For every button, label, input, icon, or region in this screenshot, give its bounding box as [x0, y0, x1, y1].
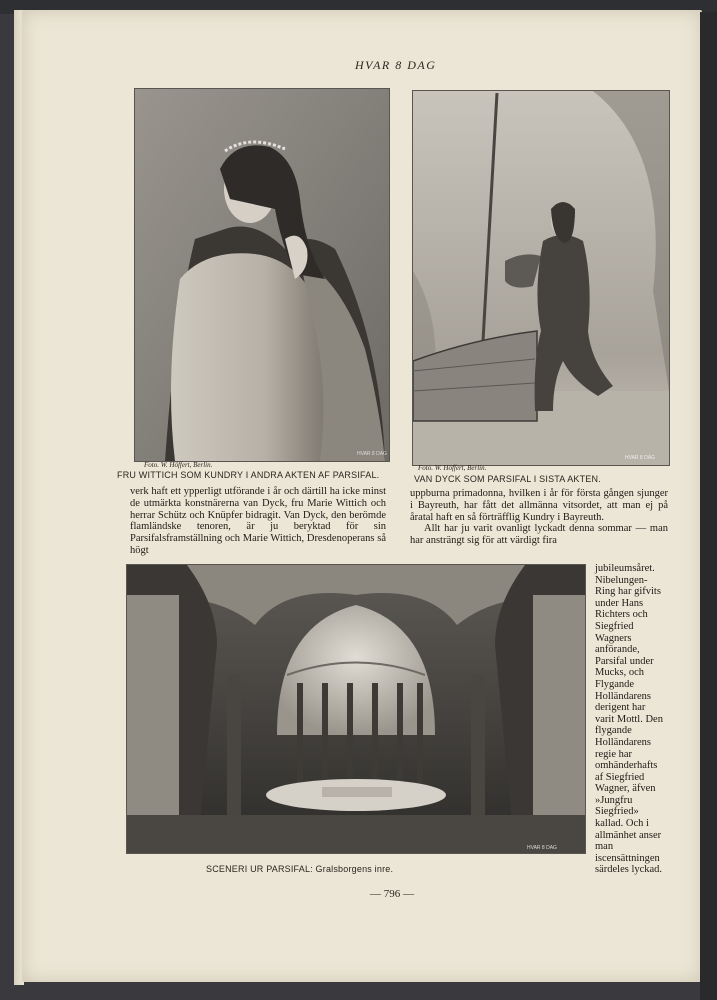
article-paragraph: uppburna primadonna, hvilken i år för första gången sjunger i Bayreuth, har fått det allmänna vitsordet, att man ej på åratal haft en så förträfflig Kundry i Bayreuth.: [410, 488, 668, 523]
parsifal-illustration: [413, 91, 669, 465]
page-number: — 796 —: [370, 888, 414, 900]
article-column-narrow: jubileumsåret. Nibelungen-Ring har gifvits under Hans Richters och Siegfried Wagners anförande, Parsifal under Mucks, och Flygande Holländarens derigent har varit Mottl. Den flygande Holländarens regie har omhänderhafts af Siegfried Wagner, äfven »Jungfru Siegfried» kallad. Och i allmänhet anser man iscensättningen särdeles lyckad.: [595, 563, 663, 876]
photo-kundry: [134, 88, 390, 462]
photo-caption-kundry: FRU WITTICH SOM KUNDRY I ANDRA AKTEN AF PARSIFAL.: [117, 470, 380, 480]
scan-background-right: [700, 12, 717, 1000]
photo-credit: Foto. W. Höffert, Berlin.: [418, 464, 487, 472]
running-header: HVAR 8 DAG: [355, 58, 437, 72]
article-column-right: [410, 488, 668, 547]
grail-castle-illustration: [127, 565, 585, 853]
photo-watermark: HVAR 8 DAG: [357, 451, 387, 457]
photo-credit: Foto. W. Höffert, Berlin.: [144, 461, 213, 469]
article-paragraph: verk haft ett ypperligt utförande i år och därtill ha icke minst de utmärkta konstnärerna van Dyck, fru Marie Wittich och herrar Schütz och Knüpfer bidragit. Van Dyck, den berömde flamländske tenoren, är ju beryktad för sin Parsifalsframställning och Marie Wittich, Dresdenoperans så högt: [130, 486, 386, 556]
article-paragraph: Allt har ju varit ovanligt lyckadt denna sommar — man har ansträngt sig för att värdigt fira: [410, 523, 668, 547]
photo-watermark: HVAR 8 DAG: [625, 455, 655, 461]
photo-caption-parsifal: VAN DYCK SOM PARSIFAL I SISTA AKTEN.: [414, 474, 601, 484]
photo-caption-grail-castle: SCENERI UR PARSIFAL: Gralsborgens inre.: [206, 864, 394, 874]
kundry-illustration: [135, 89, 389, 461]
article-column-left: [130, 486, 386, 557]
photo-watermark: HVAR 8 DAG: [527, 845, 557, 851]
photo-parsifal: [412, 90, 670, 466]
photo-grail-castle: [126, 564, 586, 854]
